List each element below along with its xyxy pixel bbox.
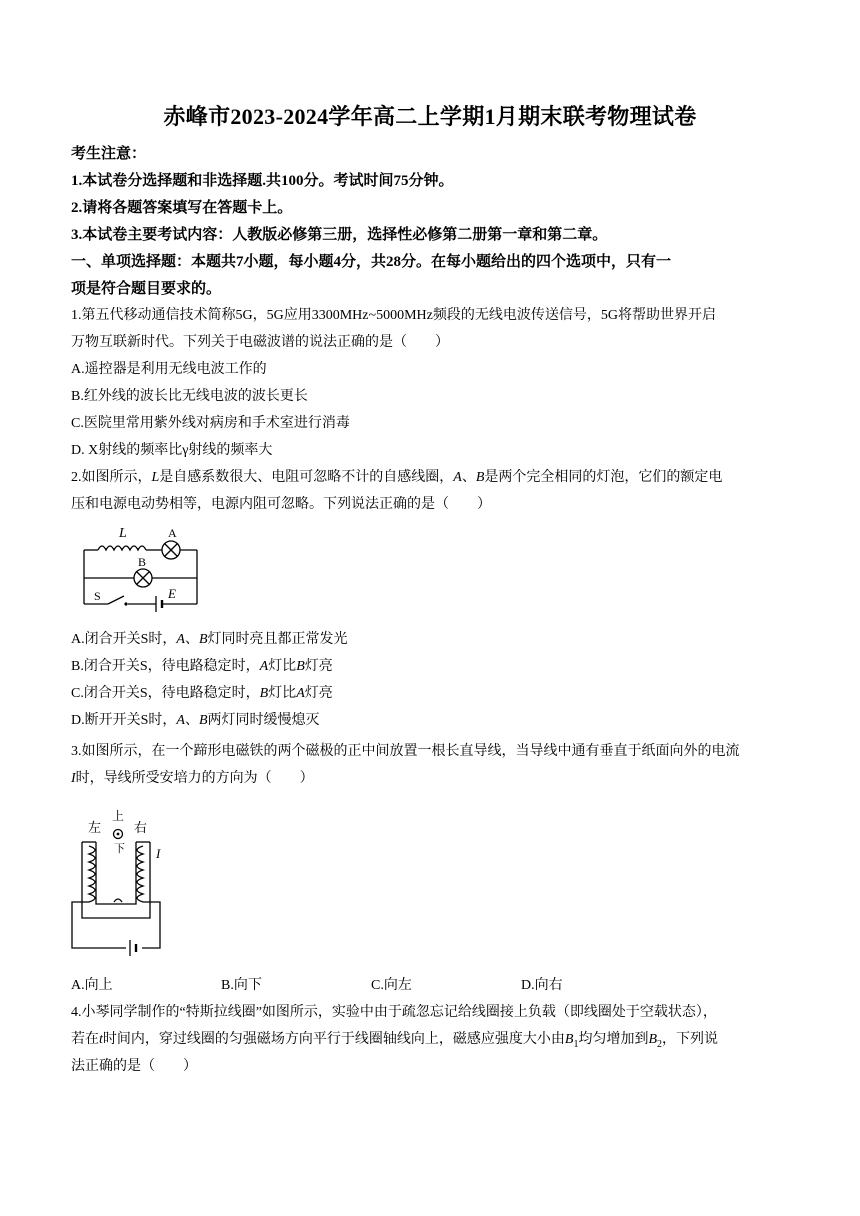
- q1-stem-line-2: 万物互联新时代。下列关于电磁波谱的说法正确的是（ ）: [71, 335, 449, 350]
- option-var: B: [198, 632, 208, 647]
- exam-title: 赤峰市2023-2024学年高二上学期1月期末联考物理试卷: [163, 104, 697, 129]
- option-var: A: [259, 659, 269, 674]
- option-var: B: [198, 713, 208, 728]
- q3-option-d: D.向右: [521, 978, 563, 993]
- option-text: 两灯同时缓慢熄灭: [207, 713, 320, 728]
- q2-stem-line-2: 压和电源电动势相等，电源内阻可忽略。下列说法正确的是（ ）: [71, 497, 491, 512]
- q2-option-a: [71, 630, 793, 650]
- figure-label-E: E: [168, 586, 176, 601]
- q4-var-B2: B: [648, 1032, 658, 1047]
- figure-label-S: S: [94, 589, 101, 603]
- q4-stem-line-1: 4.小琴同学制作的“特斯拉线圈”如图所示，实验中由于疏忽忘记给线圈接上负载（即线圈处于空载状态），: [71, 1005, 717, 1020]
- option-var: A: [176, 713, 185, 728]
- option-text: C.闭合开关S，待电路稳定时，: [71, 686, 260, 701]
- current-out-dot: [117, 833, 120, 836]
- q2-stem-line-1: [71, 468, 793, 488]
- figure-label-up: 上: [112, 809, 125, 823]
- q3-stem-line-2: [71, 769, 793, 789]
- section-heading-line-1: 一、单项选择题：本题共7小题，每小题4分，共28分。在每小题给出的四个选项中，只有一: [71, 254, 672, 270]
- notice-heading: 考生注意：: [71, 146, 147, 162]
- q3-options: [71, 976, 793, 996]
- q2-option-b: [71, 657, 793, 677]
- q3-stem-line-1: 3.如图所示，在一个蹄形电磁铁的两个磁极的正中间放置一根长直导线，当导线中通有垂直于纸面向外的电流: [71, 744, 740, 759]
- option-text: 、: [184, 632, 199, 647]
- q1-option-b: B.红外线的波长比无线电波的波长更长: [71, 389, 308, 404]
- q4-stem-text: ，下列说: [662, 1032, 719, 1047]
- figure-label-A: A: [168, 526, 177, 540]
- option-var: B: [259, 686, 269, 701]
- q2-option-c: [71, 684, 793, 704]
- q4-stem-text: 时间内，穿过线圈的匀强磁场方向平行于线圈轴线向上，磁感应强度大小由: [102, 1032, 565, 1047]
- option-text: 灯比: [268, 686, 297, 701]
- option-var: B: [296, 659, 305, 674]
- q2-stem-text: 是自感系数很大、电阻可忽略不计的自感线圈，: [159, 470, 454, 485]
- q4-var-B1: B: [564, 1032, 574, 1047]
- q4-subscript-2: 2: [657, 1038, 663, 1050]
- q1-option-d: D. X射线的频率比γ射线的频率大: [71, 443, 273, 458]
- figure-label-down: 下: [114, 843, 125, 855]
- q2-stem-text: 是两个完全相同的灯泡，它们的额定电: [484, 470, 723, 485]
- option-var: A: [296, 686, 305, 701]
- q4-stem-line-2: [71, 1030, 793, 1055]
- q4-stem-line-3: 法正确的是（ ）: [71, 1059, 197, 1074]
- q3-stem-text: 时，导线所受安培力的方向为（ ）: [75, 771, 314, 786]
- option-text: 灯比: [268, 659, 297, 674]
- q1-option-a: A.遥控器是利用无线电波工作的: [71, 362, 267, 377]
- q2-circuit-figure: [76, 522, 206, 618]
- option-text: 灯同时亮且都正常发光: [207, 632, 348, 647]
- q3-electromagnet-figure: [64, 806, 174, 958]
- option-text: 灯亮: [304, 659, 333, 674]
- q1-stem-line-1: 1.第五代移动通信技术简称5G，5G应用3300MHz~5000MHz频段的无线电波传送信号，5G将帮助世界开启: [71, 308, 716, 323]
- q4-subscript-1: 1: [573, 1038, 579, 1050]
- section-heading-line-2: 项是符合题目要求的。: [71, 281, 222, 297]
- figure-label-current: I: [156, 846, 161, 861]
- q2-stem-text: 2.如图所示，: [71, 470, 152, 485]
- q1-option-c: C.医院里常用紫外线对病房和手术室进行消毒: [71, 416, 350, 431]
- figure-label-left: 左: [88, 820, 102, 835]
- q2-var-L: L: [151, 470, 160, 485]
- figure-label-right: 右: [134, 820, 148, 835]
- option-text: A.闭合开关S时，: [71, 632, 177, 647]
- option-var: A: [176, 632, 185, 647]
- q4-stem-text: 若在: [71, 1032, 99, 1047]
- q3-option-c: C.向左: [371, 978, 412, 993]
- option-text: D.断开开关S时，: [71, 713, 177, 728]
- notice-item-2: 2.请将各题答案填写在答题卡上。: [71, 200, 293, 216]
- option-text: B.闭合开关S，待电路稳定时，: [71, 659, 260, 674]
- q2-var-B: B: [475, 470, 485, 485]
- figure-label-B: B: [138, 555, 147, 569]
- q3-option-b: B.向下: [221, 978, 262, 993]
- figure-label-L: L: [119, 526, 127, 541]
- q3-option-a: A.向上: [71, 978, 113, 993]
- q2-stem-text: 、: [461, 470, 476, 485]
- q3-var-I: I: [71, 771, 76, 786]
- q2-option-d: [71, 711, 793, 731]
- switch-contact: [124, 602, 127, 605]
- q4-stem-text: 均匀增加到: [578, 1032, 649, 1047]
- notice-item-3: 3.本试卷主要考试内容：人教版必修第三册，选择性必修第二册第一章和第二章。: [71, 227, 608, 243]
- q4-var-t: t: [99, 1032, 103, 1047]
- option-text: 、: [184, 713, 199, 728]
- notice-item-1: 1.本试卷分选择题和非选择题.共100分。考试时间75分钟。: [71, 173, 454, 189]
- option-text: 灯亮: [304, 686, 333, 701]
- q2-var-A: A: [453, 470, 462, 485]
